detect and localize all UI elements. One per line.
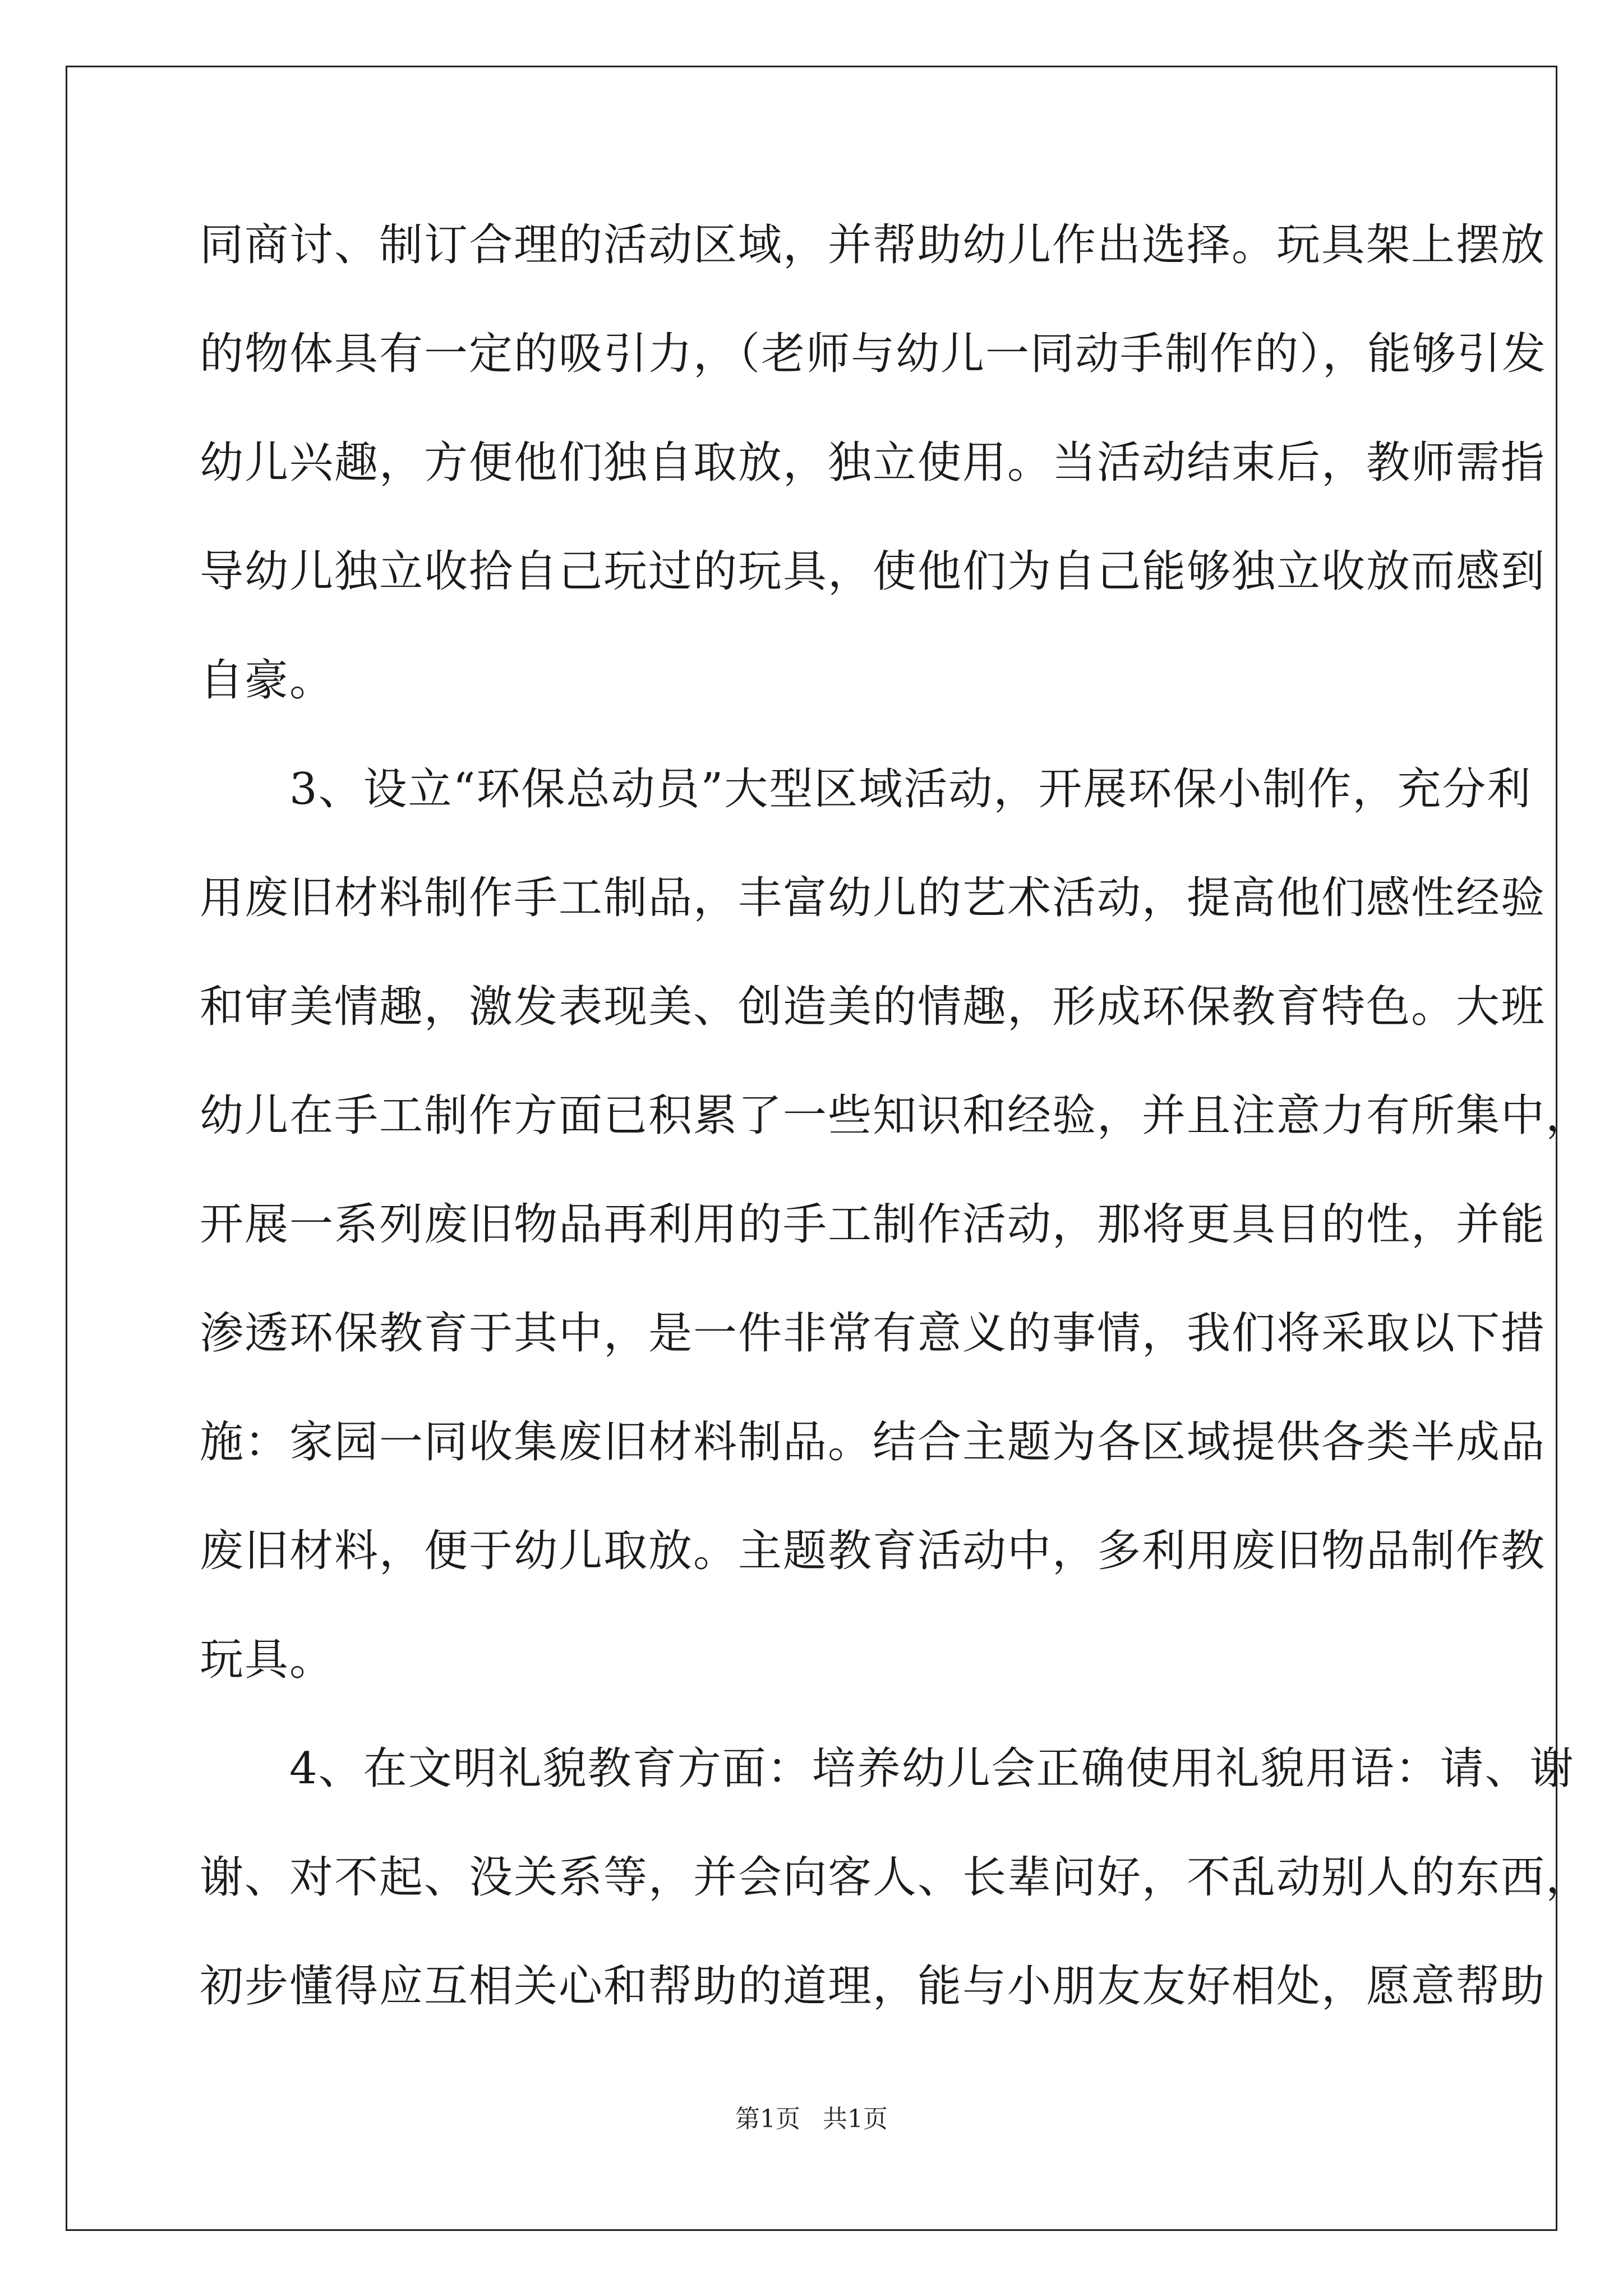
text-line: 渗透环保教育于其中，是一件非常有意义的事情，我们将采取以下措	[200, 1308, 1546, 1359]
text-line: 3、设立“环保总动员”大型区域活动，开展环保小制作，充分利	[200, 764, 1532, 815]
text-line: 玩具。	[200, 1635, 335, 1685]
text-line: 导幼儿独立收拾自己玩过的玩具，使他们为自己能够独立收放而感到	[200, 546, 1546, 597]
text-line: 废旧材料，便于幼儿取放。主题教育活动中，多利用废旧物品制作教	[200, 1526, 1546, 1576]
text-line: 和审美情趣，激发表现美、创造美的情趣，形成环保教育特色。大班	[200, 982, 1546, 1032]
text-line: 开展一系列废旧物品再利用的手工制作活动，那将更具目的性，并能	[200, 1199, 1546, 1250]
text-line: 4、在文明礼貌教育方面：培养幼儿会正确使用礼貌用语：请、谢	[200, 1743, 1575, 1794]
text-line: 幼儿在手工制作方面已积累了一些知识和经验，并且注意力有所集中，	[200, 1091, 1591, 1141]
text-line: 谢、对不起、没关系等，并会向客人、长辈问好，不乱动别人的东西，	[200, 1852, 1591, 1903]
page-total: 共1页	[823, 2105, 888, 2133]
text-line: 幼儿兴趣，方便他们独自取放，独立使用。当活动结束后，教师需指	[200, 438, 1546, 488]
text-line: 的物体具有一定的吸引力，（老师与幼儿一同动手制作的），能够引发	[200, 329, 1547, 379]
text-line: 用废旧材料制作手工制品，丰富幼儿的艺术活动，提高他们感性经验	[200, 873, 1546, 923]
document-body	[200, 216, 1591, 2066]
page-footer	[0, 2104, 1623, 2135]
page-number: 第1页	[735, 2105, 800, 2133]
text-line: 初步懂得应互相关心和帮助的道理，能与小朋友友好相处，愿意帮助	[200, 1961, 1546, 2012]
text-line: 同商讨、制订合理的活动区域，并帮助幼儿作出选择。玩具架上摆放	[200, 220, 1546, 270]
text-line: 自豪。	[200, 655, 335, 706]
text-line: 施：家园一同收集废旧材料制品。结合主题为各区域提供各类半成品	[200, 1417, 1546, 1467]
